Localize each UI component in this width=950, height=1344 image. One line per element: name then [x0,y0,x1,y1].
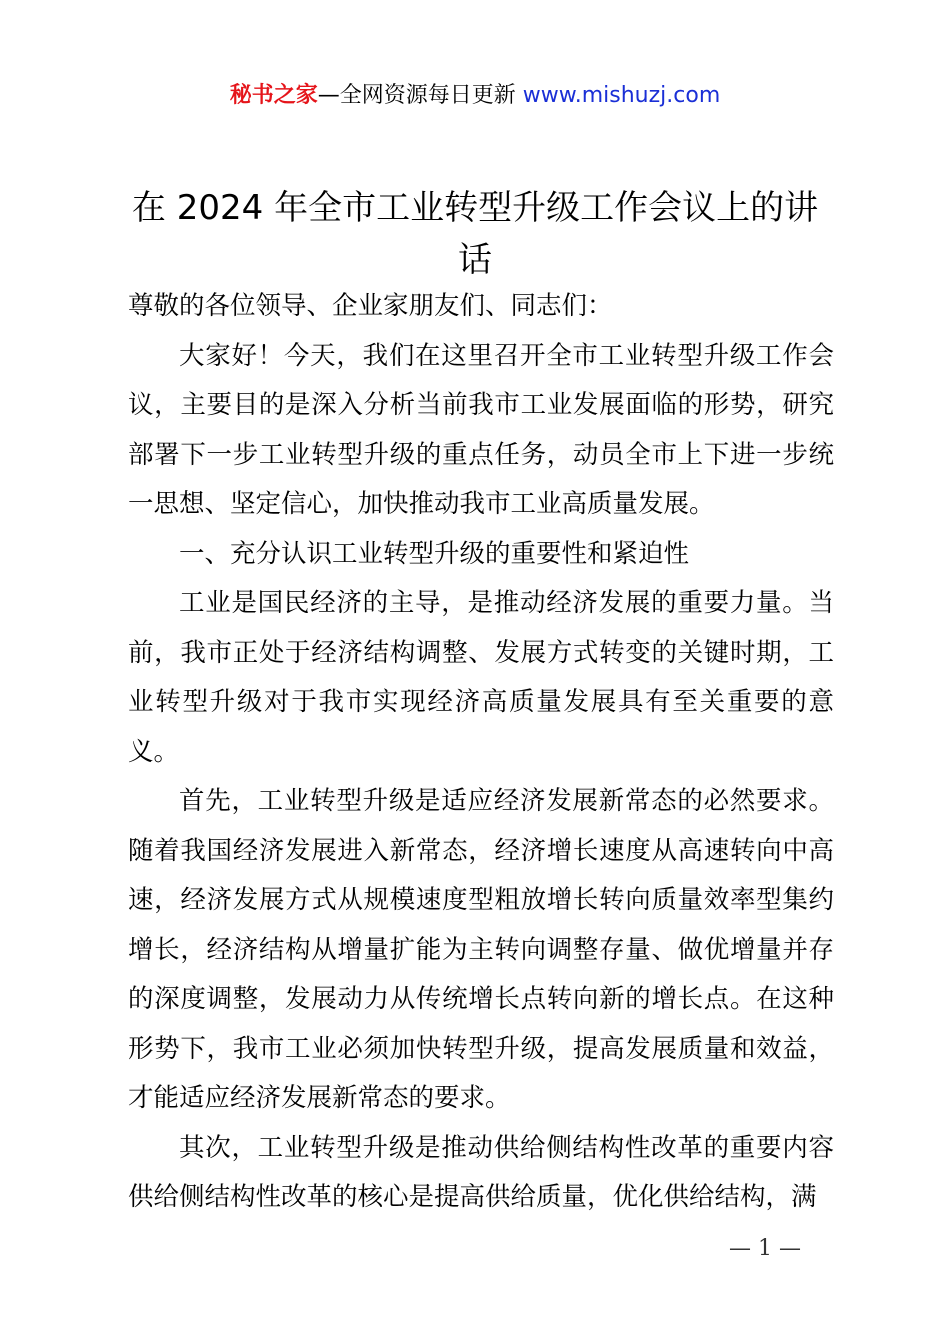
watermark-banner [0,80,950,112]
watermark-brand: 秘书之家 [229,83,318,108]
watermark-url[interactable]: www.mishuzj.com [522,83,721,108]
section-heading-1: 一、充分认识工业转型升级的重要性和紧迫性 [179,538,690,569]
salutation: 尊敬的各位领导、企业家朋友们、同志们： [128,291,613,321]
paragraph-first: 首先，工业转型升级是适应经济发展新常态的必然要求。随着我国经济发展进入新常态，经济增长速度从高速转向中高速，经济发展方式从规模速度型粗放增长转向质量效率型集约增长，经济结构从增量扩能为主转向调整存量、做优增量并存的深度调整，发展动力从传统增长点转向新的增长点。在这种形势下，我市工业必须加快转型升级，提高发展质量和效益，才能适应经济发展新常态的要求。 [128,786,834,1113]
paragraph-industry: 工业是国民经济的主导，是推动经济发展的重要力量。当前，我市正处于经济结构调整、发展方式转变的关键时期，工业转型升级对于我市实现经济高质量发展具有至关重要的意义。 [128,588,834,767]
page-number: — 1 — [729,1236,801,1261]
paragraph-opening: 大家好！今天，我们在这里召开全市工业转型升级工作会议，主要目的是深入分析当前我市工业发展面临的形势，研究部署下一步工业转型升级的重点任务，动员全市上下进一步统一思想、坚定信心，加快推动我市工业高质量发展。 [128,340,834,519]
paragraph-second: 其次，工业转型升级是推动供给侧结构性改革的重要内容供给侧结构性改革的核心是提高供给质量，优化供给结构，满 [128,1132,834,1212]
document-title: 在 2024 年全市工业转型升级工作会议上的讲话 [131,188,819,280]
watermark-slogan: —全网资源每日更新 [317,83,523,108]
document-body [128,282,834,1223]
